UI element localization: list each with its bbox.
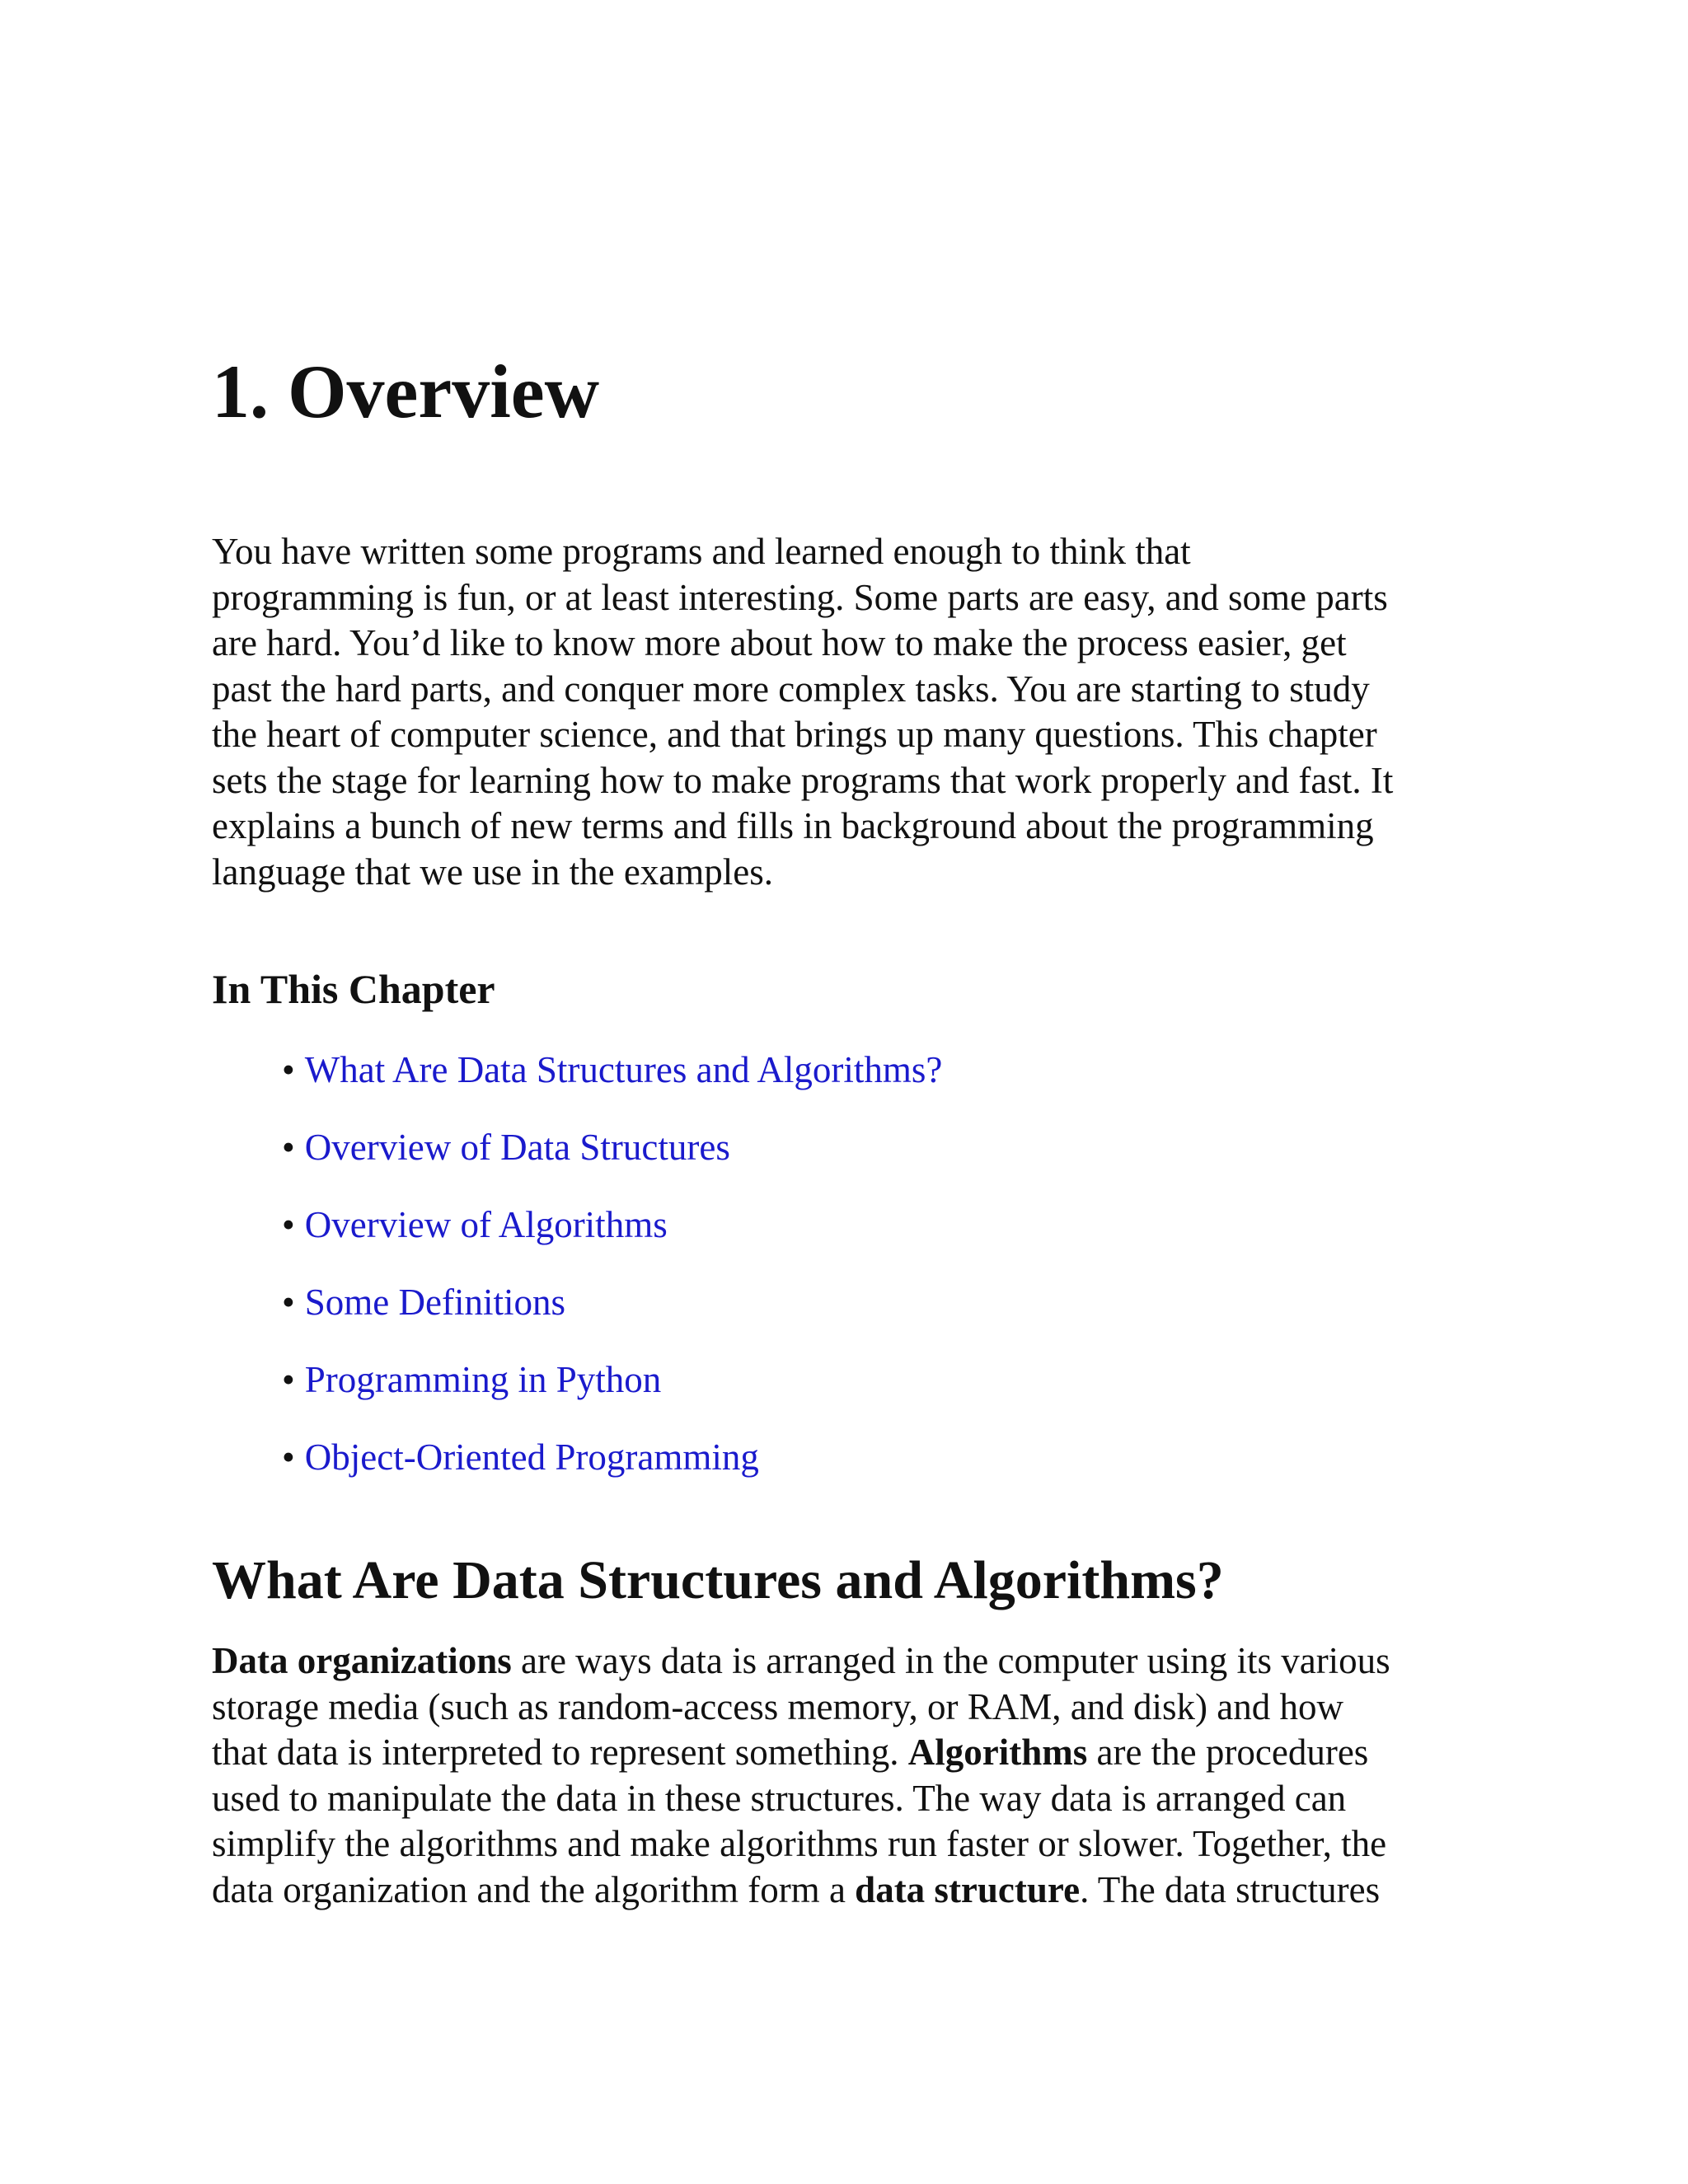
- bullet-icon: •: [282, 1049, 295, 1090]
- intro-line: programming is fun, or at least interesting. Some parts are easy, and some parts: [212, 576, 1388, 618]
- toc-link-some-definitions[interactable]: Some Definitions: [304, 1282, 565, 1323]
- section-line: simplify the algorithms and make algorithms run faster or slower. Together, the: [212, 1823, 1387, 1864]
- section-line: [212, 1730, 1498, 1776]
- toc-link-object-oriented-programming[interactable]: Object-Oriented Programming: [304, 1436, 759, 1478]
- intro-line: explains a bunch of new terms and fills in background about the programming: [212, 805, 1374, 846]
- section-line-text: are the procedures: [1087, 1732, 1369, 1773]
- section-line: [212, 1638, 1498, 1685]
- toc-link-overview-algorithms[interactable]: Overview of Algorithms: [304, 1204, 668, 1245]
- term-data-organizations: Data organizations: [212, 1640, 512, 1681]
- intro-paragraph: [212, 529, 1498, 895]
- bullet-icon: •: [282, 1359, 295, 1400]
- section-line: [212, 1868, 1498, 1914]
- section-title: What Are Data Structures and Algorithms?: [212, 1550, 1224, 1610]
- intro-line: past the hard parts, and conquer more complex tasks. You are starting to study: [212, 668, 1370, 710]
- section-line-text: . The data structures: [1080, 1868, 1381, 1910]
- toc-link-programming-in-python[interactable]: Programming in Python: [304, 1359, 662, 1400]
- section-line: storage media (such as random-access memory, or RAM, and disk) and how: [212, 1685, 1343, 1727]
- bullet-icon: •: [282, 1204, 295, 1245]
- toc-link-what-are-ds-algorithms[interactable]: What Are Data Structures and Algorithms?: [304, 1049, 943, 1090]
- toc-link-overview-data-structures[interactable]: Overview of Data Structures: [304, 1127, 730, 1168]
- section-line-text: data organization and the algorithm form a: [212, 1868, 856, 1910]
- section-paragraph: [212, 1638, 1498, 1913]
- toc-item: [282, 1277, 942, 1355]
- bullet-icon: •: [282, 1436, 295, 1478]
- toc-heading: In This Chapter: [212, 966, 495, 1012]
- chapter-title: 1. Overview: [212, 349, 600, 434]
- section-line: used to manipulate the data in these structures. The way data is arranged can: [212, 1777, 1347, 1819]
- toc-list: [282, 1045, 942, 1510]
- intro-line: language that we use in the examples.: [212, 851, 774, 893]
- term-algorithms: Algorithms: [907, 1732, 1088, 1773]
- toc-item: [282, 1432, 942, 1510]
- bullet-icon: •: [282, 1127, 295, 1168]
- bullet-icon: •: [282, 1282, 295, 1323]
- section-line-text: that data is interpreted to represent something.: [212, 1732, 908, 1773]
- section-line-text: are ways data is arranged in the computer using its various: [511, 1640, 1390, 1681]
- intro-line: the heart of computer science, and that brings up many questions. This chapter: [212, 714, 1377, 755]
- toc-item: [282, 1122, 942, 1200]
- toc-item: [282, 1355, 942, 1432]
- intro-line: are hard. You’d like to know more about how to make the process easier, get: [212, 622, 1347, 663]
- intro-line: sets the stage for learning how to make programs that work properly and fast. It: [212, 759, 1394, 801]
- term-data-structure: data structure: [855, 1868, 1081, 1910]
- toc-item: [282, 1045, 942, 1122]
- intro-line: You have written some programs and learned enough to think that: [212, 531, 1191, 572]
- toc-item: [282, 1200, 942, 1277]
